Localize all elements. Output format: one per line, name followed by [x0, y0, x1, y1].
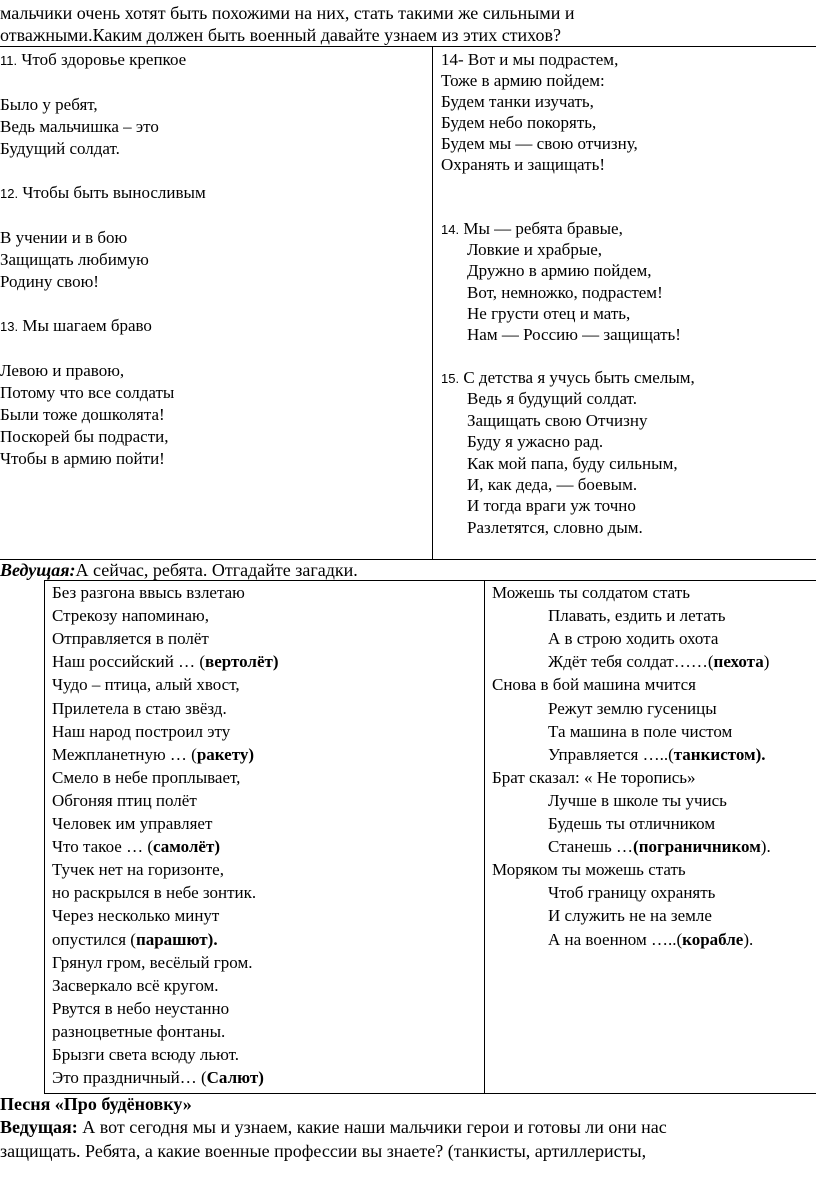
riddle-line: Можешь ты солдатом стать [492, 583, 690, 602]
riddle-line: Плавать, ездить и летать [548, 606, 726, 626]
riddle-line: Станешь …(пограничником). [548, 837, 771, 857]
riddle-line: Прилетела в стаю звёзд. [52, 698, 227, 718]
riddle-line: Межпланетную … (ракету) [52, 744, 255, 764]
poem-line: Будем небо покорять, [441, 113, 597, 132]
poem-line: Буду я ужасно рад. [467, 432, 604, 451]
riddles-table [44, 580, 816, 1094]
poem-line: Ведь мальчишка – это [0, 117, 159, 136]
poem-11-title: 11. Чтоб здоровье крепкое [0, 50, 187, 69]
poem-line: Охранять и защищать! [441, 155, 606, 174]
poem-line: Тоже в армию пойдем: [441, 71, 605, 90]
riddle-line: но раскрылся в небе зонтик. [52, 883, 257, 903]
poem-line: Поскорей бы подрасти, [0, 427, 169, 446]
riddle-line: Брат сказал: « Не торопись» [492, 767, 696, 787]
riddle-line: Отправляется в полёт [52, 629, 209, 649]
riddle-line: Снова в бой машина мчится [492, 675, 696, 695]
poem-line: Дружно в армию пойдем, [467, 261, 652, 280]
riddle-line: Это праздничный… (Салют) [52, 1068, 264, 1088]
poem-line: Нам — Россию — защищать! [467, 325, 681, 344]
riddle-line: Наш народ построил эту [52, 721, 231, 741]
poem-14b-title: 14. Мы — ребята бравые, [441, 219, 623, 238]
host-line-2: Ведущая: А вот сегодня мы и узнаем, какие наши мальчики герои и готовы ли они нас [0, 1117, 667, 1137]
poem-line: Потому что все солдаты [0, 383, 175, 402]
poems-table-divider [432, 47, 433, 559]
poem-line: В учении и в бою [0, 228, 128, 247]
riddle-line: И служить не на земле [548, 906, 712, 926]
riddle-line: Моряком ты можешь стать [492, 860, 686, 880]
poem-line: Ловкие и храбрые, [467, 240, 603, 259]
riddle-line: Обгоняя птиц полёт [52, 790, 197, 810]
riddle-line: Человек им управляет [52, 814, 213, 833]
riddle-line: Брызги света всюду льют. [52, 1045, 239, 1064]
riddle-line: Через несколько минут [52, 906, 220, 926]
riddle-line: А на военном …..(корабле). [548, 929, 754, 949]
riddle-line: Наш российский … (вертолёт) [52, 652, 279, 672]
poem-14a-title: 14- Вот и мы подрастем, [441, 50, 619, 69]
poem-13-title: 13. Мы шагаем браво [0, 316, 152, 335]
host-line-1: Ведущая:А сейчас, ребята. Отгадайте загадки. [0, 560, 358, 580]
riddle-line: Грянул гром, весёлый гром. [52, 952, 253, 972]
riddle-line: разноцветные фонтаны. [52, 1021, 226, 1041]
poem-line: Чтобы в армию пойти! [0, 449, 165, 468]
poem-line: Было у ребят, [0, 95, 98, 114]
riddle-line: Стрекозу напоминаю, [52, 606, 209, 626]
riddle-line: Режут землю гусеницы [548, 698, 717, 718]
poem-line: Ведь я будущий солдат. [467, 389, 637, 408]
poem-15-title: 15. С детства я учусь быть смелым, [441, 368, 695, 387]
poem-line: Будем танки изучать, [441, 92, 594, 111]
poem-line: Будущий солдат. [0, 139, 120, 158]
song-title: Песня «Про будёновку» [0, 1094, 192, 1114]
riddle-line: Без разгона ввысь взлетаю [52, 583, 245, 602]
poem-12-title: 12. Чтобы быть выносливым [0, 183, 206, 202]
poem-line: Будем мы — свою отчизну, [441, 134, 638, 153]
riddles-table-left-border [44, 581, 45, 1093]
poem-line: Вот, немножко, подрастем! [467, 283, 663, 302]
riddle-line: Чтоб границу охранять [548, 883, 716, 903]
poem-line: Не грусти отец и мать, [467, 304, 631, 323]
poem-line: Родину свою! [0, 272, 99, 291]
riddle-line: А в строю ходить охота [548, 629, 719, 649]
intro-line-1: мальчики очень хотят быть похожими на них, стать такими же сильными и [0, 3, 575, 23]
riddle-line: Смело в небе проплывает, [52, 767, 241, 787]
host-line-3: защищать. Ребята, а какие военные профессии вы знаете? (танкисты, артиллеристы, [0, 1141, 647, 1161]
riddle-line: Та машина в поле чистом [548, 721, 733, 741]
riddle-line: Тучек нет на горизонте, [52, 860, 224, 880]
poem-line: Защищать свою Отчизну [467, 411, 648, 430]
poem-line: Были тоже дошколята! [0, 405, 165, 424]
poem-line: И тогда враги уж точно [467, 496, 636, 515]
riddle-line: Будешь ты отличником [548, 814, 716, 833]
poems-table [0, 46, 816, 560]
riddle-line: Засверкало всё кругом. [52, 975, 219, 995]
riddle-line: Управляется …..(танкистом). [548, 744, 766, 764]
poem-line: Защищать любимую [0, 250, 149, 269]
poem-line: Левою и правою, [0, 361, 125, 380]
riddle-line: Что такое … (самолёт) [52, 837, 220, 857]
poem-line: Как мой папа, буду сильным, [467, 454, 678, 473]
poem-line: И, как деда, — боевым. [467, 475, 638, 494]
riddle-line: Лучше в школе ты учись [548, 790, 727, 810]
intro-line-2: отважными.Каким должен быть военный давайте узнаем из этих стихов? [0, 25, 561, 45]
riddle-line: Ждёт тебя солдат……(пехота) [548, 652, 770, 672]
riddles-table-divider [484, 581, 485, 1093]
riddle-line: опустился (парашют). [52, 929, 218, 949]
riddle-line: Рвутся в небо неустанно [52, 998, 230, 1018]
poem-line: Разлетятся, словно дым. [467, 518, 643, 537]
riddle-line: Чудо – птица, алый хвост, [52, 675, 240, 695]
